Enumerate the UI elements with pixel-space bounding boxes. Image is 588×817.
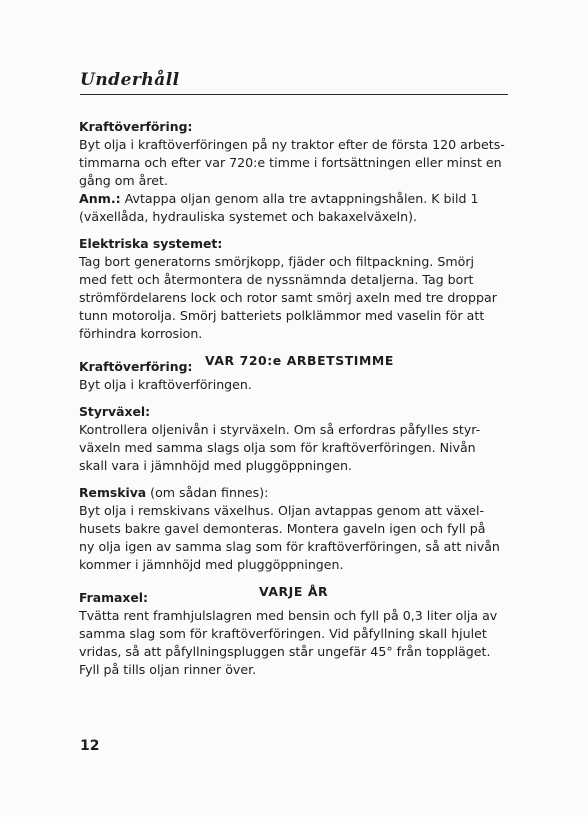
paragraph-line: Kontrollera oljenivån i styrväxeln. Om så erfordras påfylles styr- — [79, 422, 481, 437]
section-heading-framaxel: Framaxel: — [79, 590, 149, 605]
paragraph-line: växeln med samma slags olja som för kraftöverföringen. Nivån — [79, 440, 476, 455]
paragraph-line: Fyll på tills oljan rinner över. — [79, 662, 257, 677]
paragraph-line: strömfördelarens lock och rotor samt smörj axeln med tre droppar — [79, 290, 497, 305]
header-rule — [80, 94, 508, 95]
interval-row — [79, 352, 511, 376]
paragraph-line: gång om året. — [79, 173, 168, 188]
note-text: Avtappa oljan genom alla tre avtappningshålen. K bild 1 — [120, 191, 479, 206]
paragraph-line: kommer i jämnhöjd med pluggöppningen. — [79, 557, 344, 572]
paragraph-line: ny olja igen av samma slag som för kraftöverföringen, så att nivån — [79, 539, 500, 554]
interval-row — [79, 583, 511, 607]
paragraph-line: tunn motorolja. Smörj batteriets polklämmor med vaselin för att — [79, 308, 485, 323]
paragraph-line: förhindra korrosion. — [79, 326, 203, 341]
page-number: 12 — [80, 738, 100, 754]
paragraph-line: timmarna och efter var 720:e timme i fortsättningen eller minst en — [79, 155, 502, 170]
paragraph-line: Byt olja i kraftöverföringen på ny traktor efter de första 120 arbets- — [79, 137, 505, 152]
section-heading-remskiva — [79, 484, 511, 502]
paragraph-line: Byt olja i remskivans växelhus. Oljan avtappas genom att växel- — [79, 503, 484, 518]
section-heading-kraftoverforing: Kraftöverföring: — [79, 119, 193, 134]
page-header-title: Underhåll — [80, 70, 180, 90]
section-heading-kraftoverforing: Kraftöverföring: — [79, 359, 193, 374]
paragraph-line: Tag bort generatorns smörjkopp, fjäder och filtpackning. Smörj — [79, 254, 474, 269]
section-heading-elektriska-systemet: Elektriska systemet: — [79, 236, 223, 251]
paragraph-line: samma slag som för kraftöverföringen. Vid påfyllning skall hjulet — [79, 626, 487, 641]
paragraph-line: Byt olja i kraftöverföringen. — [79, 377, 252, 392]
interval-heading: VARJE ÅR — [259, 584, 329, 599]
paragraph-line: med fett och återmontera de nyssnämnda detaljerna. Tag bort — [79, 272, 474, 287]
page-content — [79, 118, 511, 679]
heading-text: Remskiva — [79, 485, 147, 500]
note-line — [79, 190, 511, 208]
note-label: Anm.: — [79, 191, 121, 206]
paragraph-line: vridas, så att påfyllningspluggen står ungefär 45° från toppläget. — [79, 644, 491, 659]
section-heading-styrvaxel: Styrväxel: — [79, 404, 151, 419]
note-line: (växellåda, hydrauliska systemet och bakaxelväxeln). — [79, 209, 418, 224]
paragraph-line: Tvätta rent framhjulslagren med bensin och fyll på 0,3 liter olja av — [79, 608, 498, 623]
paragraph-line: skall vara i jämnhöjd med pluggöppningen. — [79, 458, 352, 473]
interval-heading: VAR 720:e ARBETSTIMME — [205, 353, 394, 368]
paragraph-line: husets bakre gavel demonteras. Montera gaveln igen och fyll på — [79, 521, 486, 536]
heading-note: (om sådan finnes): — [146, 485, 269, 500]
